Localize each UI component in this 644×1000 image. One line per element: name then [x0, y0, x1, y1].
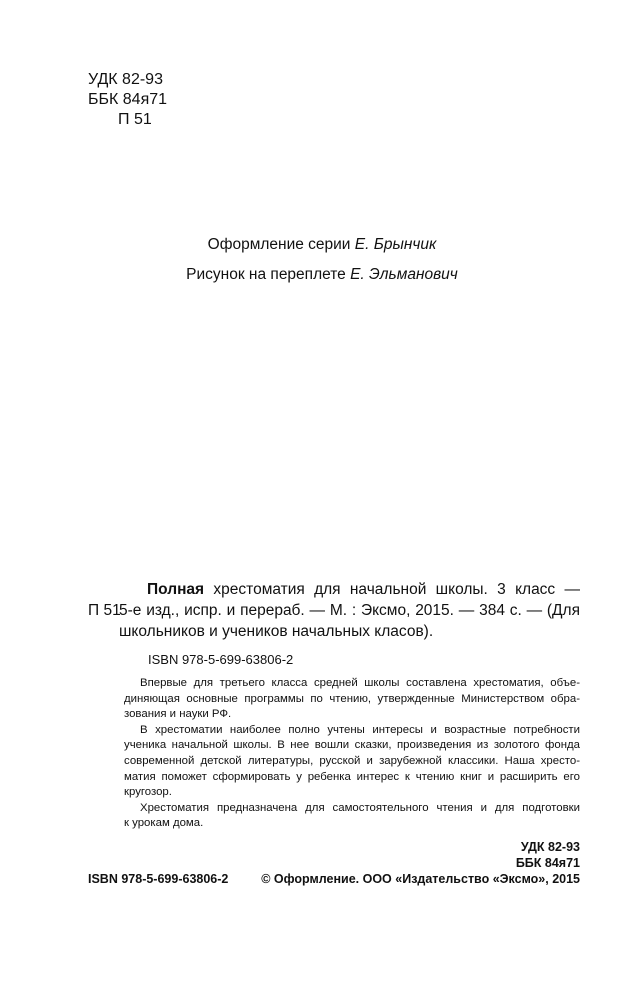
annotation: [124, 676, 580, 832]
annotation-line: В хрестоматии наиболее полно учтены интересы и возрастные потребности: [140, 723, 580, 736]
bib-line-1: [88, 579, 580, 600]
cover-credit: [0, 266, 644, 284]
footer-copyright: © Оформление. ООО «Издательство «Эксмо», 2015: [261, 872, 580, 886]
annotation-line: Хрестоматия предназначена для самостоятельного чтения и для подготовки: [140, 801, 580, 814]
classification-block: [88, 70, 167, 130]
author-mark: П 51: [118, 111, 152, 128]
footer-isbn: ISBN 978-5-699-63806-2: [88, 872, 229, 886]
annotation-line: диняющая основные программы по чтению, утвержденные Министерством обра-: [124, 692, 580, 705]
bibliographic-description: [88, 579, 580, 642]
cover-credit-label: Рисунок на переплете: [186, 266, 346, 283]
annotation-line: кругозор.: [124, 786, 172, 799]
cover-credit-name: Е. Эльманович: [350, 266, 458, 283]
bib-title-bold: Полная: [147, 581, 205, 598]
annotation-line: к урокам дома.: [124, 817, 204, 830]
bib-line-3-text: школьников и учеников начальных класов).: [119, 623, 434, 640]
series-credit-label: Оформление серии: [207, 236, 351, 253]
bib-author-mark: П 51: [88, 602, 121, 619]
annotation-line: современной детской литературы, русской и зарубежной классики. Наша хресто-: [124, 754, 580, 767]
bib-line-2: [88, 600, 580, 621]
annotation-line: Впервые для третьего класса средней школы составлена хрестоматия, объе-: [140, 677, 580, 689]
bbk-code: ББК 84я71: [88, 91, 168, 108]
annotation-line: ученика начальной школы. В нее вошли сказки, произведения из золотого фонда: [124, 739, 580, 752]
imprint-footer: [88, 872, 580, 886]
annotation-line: матия поможет сформировать у ребенка интерес к чтению книг и расширить его: [124, 770, 580, 783]
bib-line-3: [88, 621, 580, 642]
bib-title-rest: хрестоматия для начальной школы. 3 класс —: [204, 581, 580, 598]
udk-bbk-block: [516, 839, 580, 871]
isbn-line: ISBN 978-5-699-63806-2: [148, 652, 294, 667]
series-credit-name: Е. Брынчик: [354, 236, 437, 253]
bbk-code-bold: ББК 84я71: [515, 856, 580, 870]
annotation-line: зования и науки РФ.: [124, 708, 232, 721]
udk-code-bold: УДК 82-93: [520, 840, 580, 854]
series-credit: [0, 236, 644, 254]
bib-line-2-text: 5-е изд., испр. и перераб. — М. : Эксмо, 2015. — 384 с. — (Для: [119, 602, 580, 619]
udk-code: УДК 82-93: [88, 71, 163, 88]
